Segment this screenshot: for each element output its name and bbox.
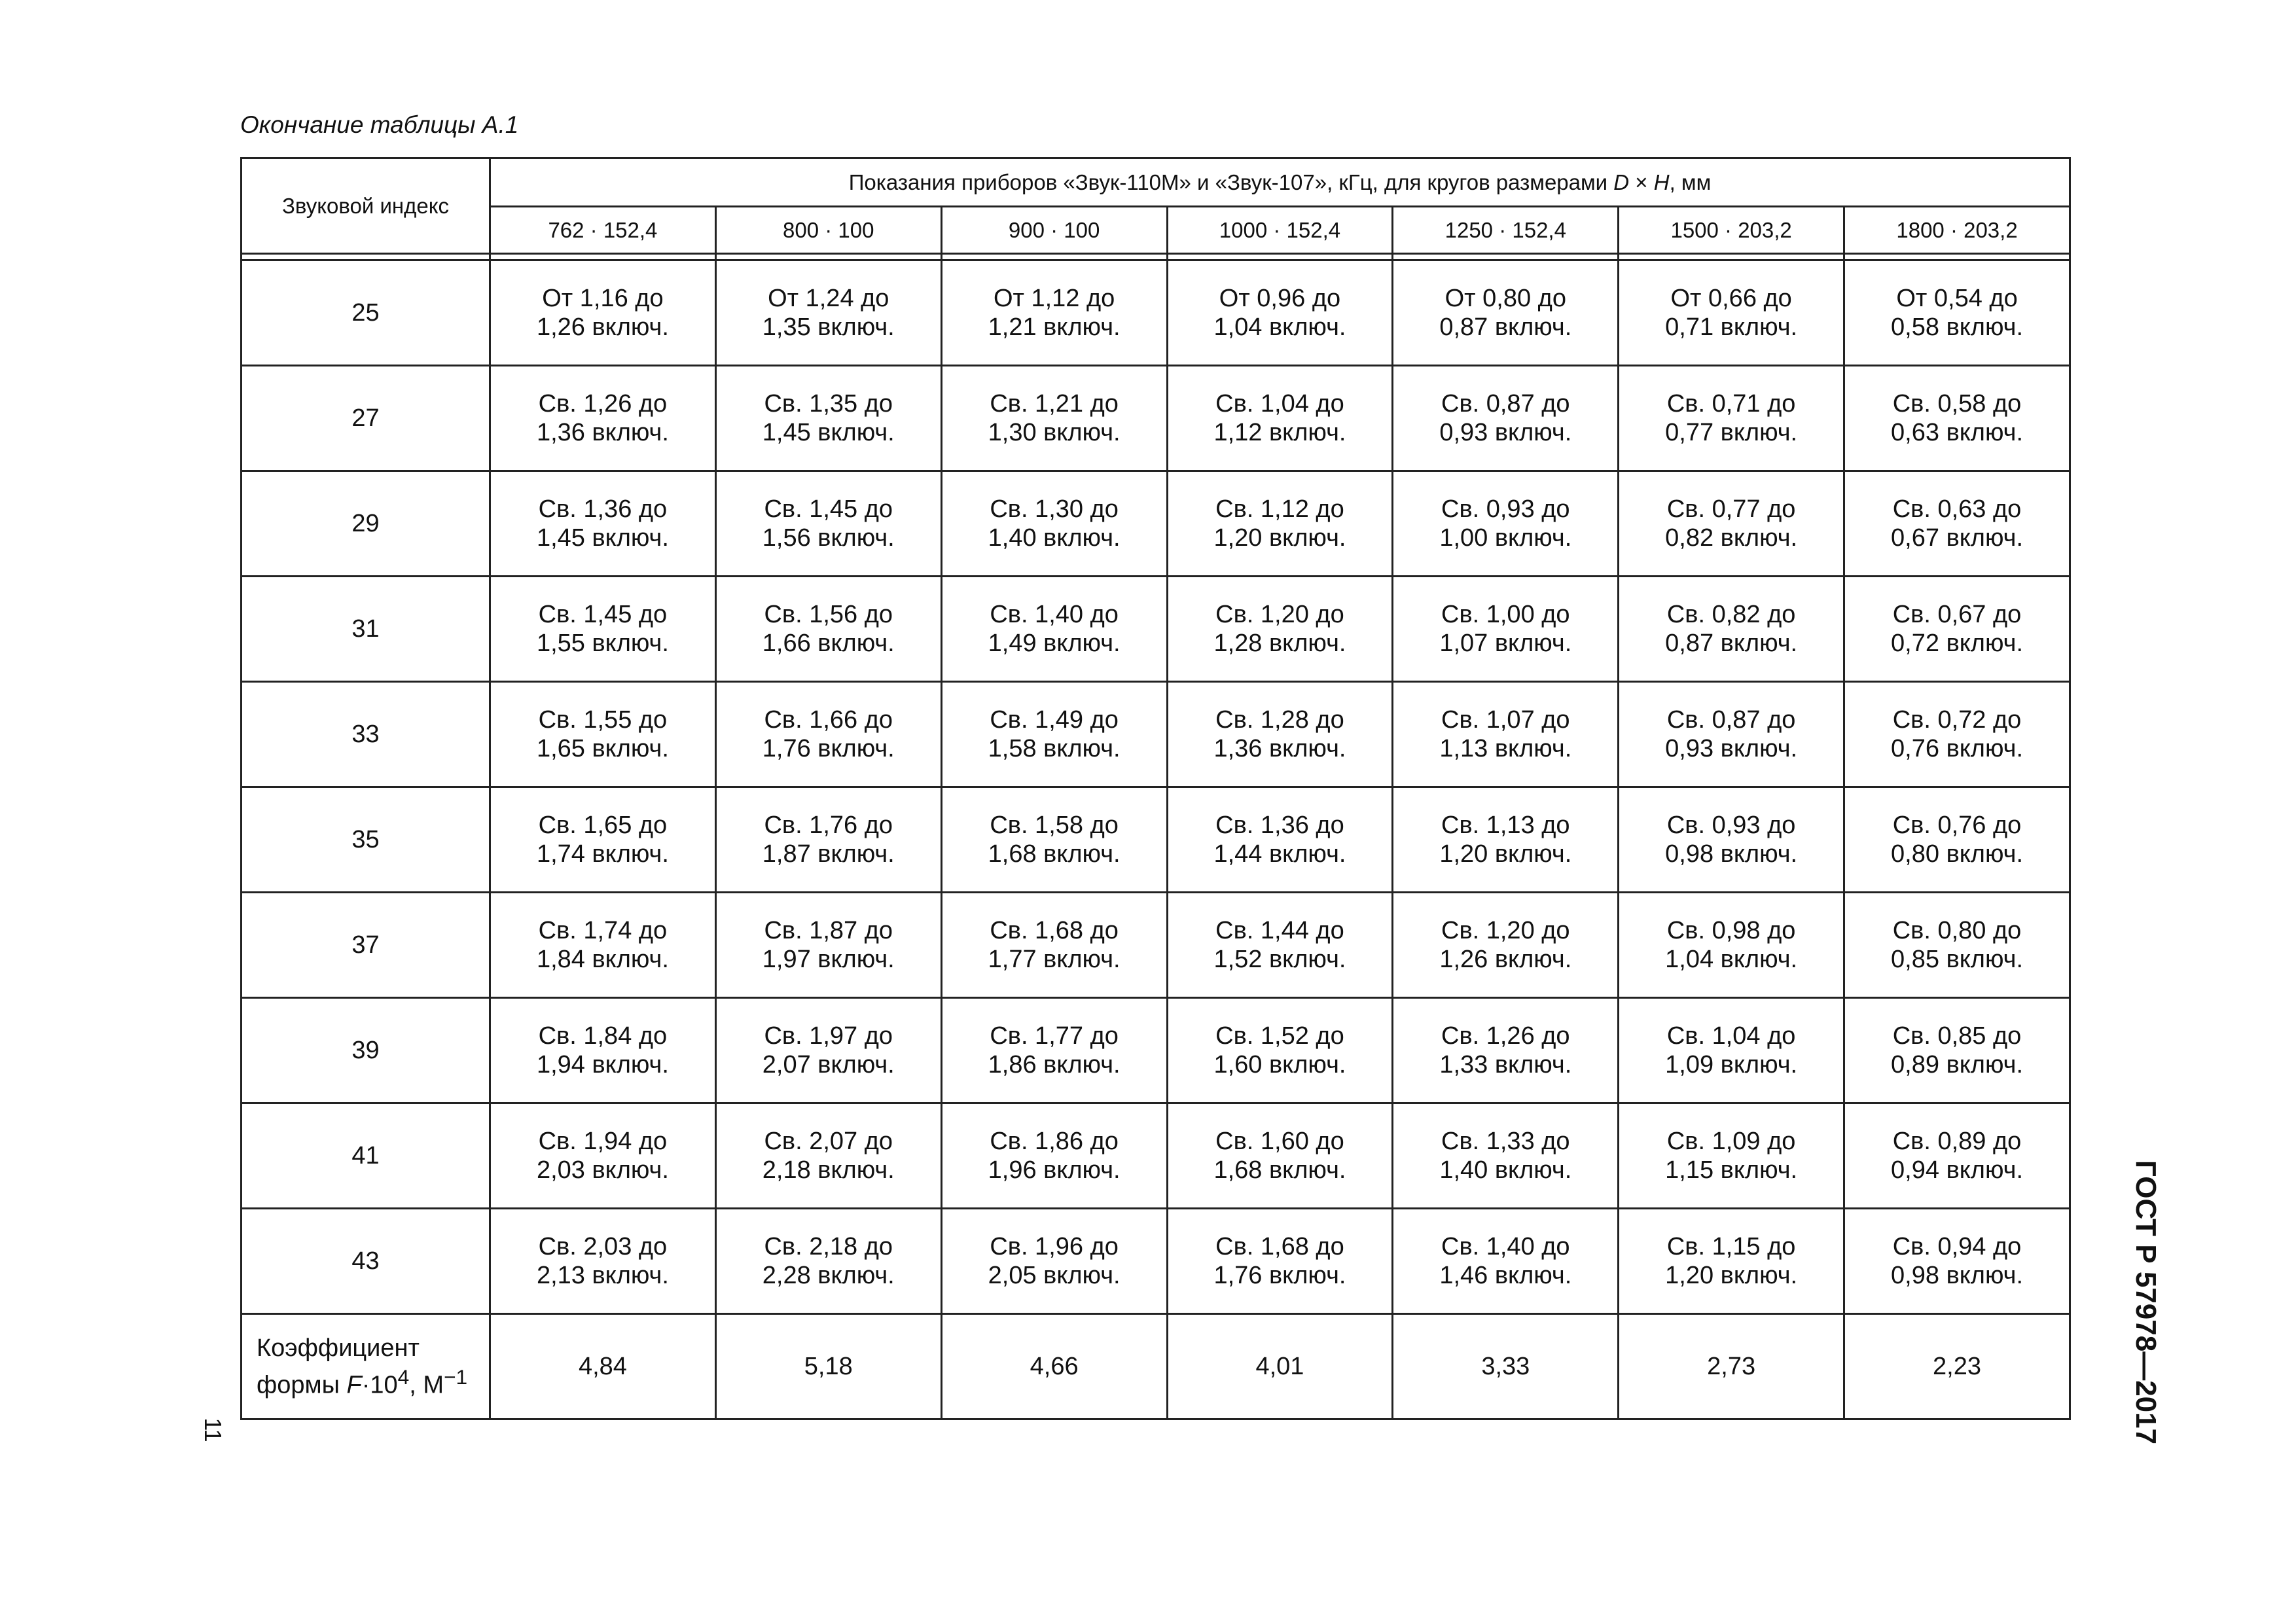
- reading-range-cell: [941, 577, 1167, 682]
- group-header: Показания приборов «Звук-110М» и «Звук-107», кГц, для кругов размерами D × H, мм: [490, 158, 2070, 207]
- range-to: 1,07 включ.: [1439, 630, 1572, 657]
- range-to: 0,58 включ.: [1891, 313, 2023, 341]
- reading-range-cell: [715, 471, 941, 577]
- reading-range-cell: [1393, 893, 1619, 998]
- table-row: [242, 1209, 2070, 1314]
- reading-range-cell: [1167, 260, 1393, 366]
- range-from: От 0,66 до: [1670, 285, 1792, 312]
- page-number: 11: [200, 1418, 226, 1442]
- range-to: 1,60 включ.: [1213, 1051, 1346, 1079]
- range-to: 1,26 включ.: [536, 313, 669, 341]
- range-to: 1,12 включ.: [1213, 419, 1346, 446]
- reading-range-cell: [1167, 682, 1393, 787]
- reading-range-cell: [1393, 998, 1619, 1103]
- range-to: 1,21 включ.: [988, 313, 1121, 341]
- range-to: 0,98 включ.: [1891, 1262, 2023, 1289]
- column-header: 1000 · 152,4: [1167, 207, 1393, 254]
- range-from: Св. 0,71 до: [1666, 390, 1796, 418]
- range-to: 1,20 включ.: [1665, 1262, 1798, 1289]
- range-to: 1,76 включ.: [1213, 1262, 1346, 1289]
- reading-range-cell: [490, 1209, 716, 1314]
- column-header: 900 · 100: [941, 207, 1167, 254]
- range-from: Св. 1,68 до: [1215, 1233, 1344, 1260]
- reading-range-cell: [1844, 1103, 2070, 1209]
- range-from: Св. 0,87 до: [1666, 706, 1796, 734]
- range-to: 0,94 включ.: [1891, 1156, 2023, 1184]
- range-from: Св. 1,12 до: [1215, 495, 1344, 523]
- range-to: 1,33 включ.: [1439, 1051, 1572, 1079]
- reading-range-cell: [490, 1103, 716, 1209]
- shape-coefficient-label: Коэффициент формы $F\cdot 10^4$, $М^{-1}$: [242, 1314, 490, 1419]
- header-separator: [242, 254, 2070, 260]
- range-from: От 0,80 до: [1444, 285, 1566, 312]
- reading-range-cell: [1844, 471, 2070, 577]
- sound-index-cell: 35: [242, 787, 490, 893]
- column-header: 800 · 100: [715, 207, 941, 254]
- range-to: 2,03 включ.: [536, 1156, 669, 1184]
- range-from: Св. 1,45 до: [764, 495, 893, 523]
- range-to: 2,07 включ.: [762, 1051, 895, 1079]
- reading-range-cell: [715, 893, 941, 998]
- range-to: 1,20 включ.: [1213, 524, 1346, 552]
- range-to: 1,66 включ.: [762, 630, 895, 657]
- reading-range-cell: [1619, 366, 1844, 471]
- range-from: Св. 1,86 до: [990, 1128, 1119, 1155]
- range-from: Св. 1,28 до: [1215, 706, 1344, 734]
- sound-index-cell: 29: [242, 471, 490, 577]
- range-to: 1,13 включ.: [1439, 735, 1572, 762]
- shape-coefficient-value: 2,23: [1844, 1314, 2070, 1419]
- reading-range-cell: [941, 682, 1167, 787]
- range-from: Св. 1,20 до: [1215, 601, 1344, 628]
- table-row: [242, 1103, 2070, 1209]
- range-to: 1,84 включ.: [536, 946, 669, 973]
- range-to: 0,98 включ.: [1665, 840, 1798, 868]
- range-from: Св. 2,07 до: [764, 1128, 893, 1155]
- range-from: Св. 2,18 до: [764, 1233, 893, 1260]
- range-to: 1,28 включ.: [1213, 630, 1346, 657]
- reading-range-cell: [1393, 787, 1619, 893]
- range-from: Св. 1,65 до: [538, 812, 668, 839]
- range-from: От 1,12 до: [993, 285, 1115, 312]
- range-to: 1,00 включ.: [1439, 524, 1572, 552]
- range-to: 0,72 включ.: [1891, 630, 2023, 657]
- range-from: Св. 1,20 до: [1441, 917, 1570, 944]
- range-to: 1,09 включ.: [1665, 1051, 1798, 1079]
- reading-range-cell: [490, 260, 716, 366]
- sound-index-cell: 41: [242, 1103, 490, 1209]
- reading-range-cell: [1619, 682, 1844, 787]
- range-to: 0,80 включ.: [1891, 840, 2023, 868]
- range-from: Св. 0,85 до: [1892, 1022, 2022, 1050]
- reading-range-cell: [715, 682, 941, 787]
- table-row: [242, 471, 2070, 577]
- table-row: [242, 893, 2070, 998]
- reading-range-cell: [1844, 577, 2070, 682]
- range-from: Св. 0,67 до: [1892, 601, 2022, 628]
- table-row: [242, 682, 2070, 787]
- reading-range-cell: [490, 787, 716, 893]
- shape-coefficient-value: 5,18: [715, 1314, 941, 1419]
- range-from: Св. 1,40 до: [1441, 1233, 1570, 1260]
- reading-range-cell: [941, 1209, 1167, 1314]
- range-from: Св. 0,72 до: [1892, 706, 2022, 734]
- range-to: 2,28 включ.: [762, 1262, 895, 1289]
- sound-index-cell: 39: [242, 998, 490, 1103]
- range-from: Св. 1,56 до: [764, 601, 893, 628]
- range-from: Св. 1,13 до: [1441, 812, 1570, 839]
- range-to: 1,87 включ.: [762, 840, 895, 868]
- shape-coefficient-value: 4,66: [941, 1314, 1167, 1419]
- range-to: 1,35 включ.: [762, 313, 895, 341]
- range-from: Св. 1,36 до: [1215, 812, 1344, 839]
- shape-coefficient-value: 2,73: [1619, 1314, 1844, 1419]
- column-header: 1800 · 203,2: [1844, 207, 2070, 254]
- reading-range-cell: [1619, 1209, 1844, 1314]
- range-to: 1,45 включ.: [762, 419, 895, 446]
- reading-range-cell: [1167, 787, 1393, 893]
- range-from: Св. 1,36 до: [538, 495, 668, 523]
- reading-range-cell: [1167, 577, 1393, 682]
- range-from: От 1,16 до: [542, 285, 664, 312]
- range-from: Св. 1,60 до: [1215, 1128, 1344, 1155]
- range-from: Св. 1,49 до: [990, 706, 1119, 734]
- range-from: Св. 1,04 до: [1666, 1022, 1796, 1050]
- reading-range-cell: [1393, 471, 1619, 577]
- reading-range-cell: [1167, 1103, 1393, 1209]
- reading-range-cell: [490, 682, 716, 787]
- reading-range-cell: [1619, 260, 1844, 366]
- range-from: Св. 1,77 до: [990, 1022, 1119, 1050]
- range-to: 0,76 включ.: [1891, 735, 2023, 762]
- reading-range-cell: [941, 893, 1167, 998]
- range-from: Св. 1,58 до: [990, 812, 1119, 839]
- sound-index-cell: 43: [242, 1209, 490, 1314]
- range-from: Св. 1,15 до: [1666, 1233, 1796, 1260]
- range-to: 1,15 включ.: [1665, 1156, 1798, 1184]
- reading-range-cell: [1844, 682, 2070, 787]
- reading-range-cell: [941, 366, 1167, 471]
- reading-range-cell: [490, 471, 716, 577]
- shape-coefficient-value: 4,01: [1167, 1314, 1393, 1419]
- range-from: От 1,24 до: [768, 285, 889, 312]
- column-header: 1500 · 203,2: [1619, 207, 1844, 254]
- range-from: Св. 1,40 до: [990, 601, 1119, 628]
- reading-range-cell: [1167, 998, 1393, 1103]
- reading-range-cell: [490, 998, 716, 1103]
- reading-range-cell: [941, 998, 1167, 1103]
- range-to: 0,93 включ.: [1665, 735, 1798, 762]
- range-from: Св. 1,94 до: [538, 1128, 668, 1155]
- reading-range-cell: [1167, 893, 1393, 998]
- range-to: 0,67 включ.: [1891, 524, 2023, 552]
- range-to: 1,04 включ.: [1665, 946, 1798, 973]
- reading-range-cell: [1167, 1209, 1393, 1314]
- range-to: 1,26 включ.: [1439, 946, 1572, 973]
- range-from: Св. 0,89 до: [1892, 1128, 2022, 1155]
- range-from: Св. 2,03 до: [538, 1233, 668, 1260]
- range-to: 0,82 включ.: [1665, 524, 1798, 552]
- range-from: Св. 0,58 до: [1892, 390, 2022, 418]
- range-from: Св. 1,09 до: [1666, 1128, 1796, 1155]
- range-from: Св. 1,26 до: [1441, 1022, 1570, 1050]
- reading-range-cell: [1393, 577, 1619, 682]
- range-from: Св. 1,87 до: [764, 917, 893, 944]
- reading-range-cell: [1619, 1103, 1844, 1209]
- reading-range-cell: [715, 260, 941, 366]
- reading-range-cell: [1844, 1209, 2070, 1314]
- reading-range-cell: [1393, 682, 1619, 787]
- table-row: [242, 787, 2070, 893]
- reading-range-cell: [1167, 471, 1393, 577]
- range-from: Св. 0,76 до: [1892, 812, 2022, 839]
- range-from: Св. 0,94 до: [1892, 1233, 2022, 1260]
- range-to: 1,96 включ.: [988, 1156, 1121, 1184]
- range-to: 0,71 включ.: [1665, 313, 1798, 341]
- reading-range-cell: [1167, 366, 1393, 471]
- column-header: 1250 · 152,4: [1393, 207, 1619, 254]
- reading-range-cell: [715, 1103, 941, 1209]
- index-header: Звуковой индекс: [242, 158, 490, 254]
- range-from: Св. 1,68 до: [990, 917, 1119, 944]
- range-to: 1,58 включ.: [988, 735, 1121, 762]
- shape-coefficient-value: 3,33: [1393, 1314, 1619, 1419]
- range-to: 0,87 включ.: [1665, 630, 1798, 657]
- range-from: Св. 1,84 до: [538, 1022, 668, 1050]
- range-to: 1,97 включ.: [762, 946, 895, 973]
- range-to: 0,63 включ.: [1891, 419, 2023, 446]
- range-to: 1,55 включ.: [536, 630, 669, 657]
- document-code: ГОСТ Р 57978—2017: [2130, 1160, 2162, 1445]
- range-from: Св. 1,30 до: [990, 495, 1119, 523]
- range-from: Св. 0,98 до: [1666, 917, 1796, 944]
- reading-range-cell: [1393, 260, 1619, 366]
- range-from: Св. 0,93 до: [1666, 812, 1796, 839]
- reading-range-cell: [1844, 260, 2070, 366]
- table-row: [242, 577, 2070, 682]
- range-to: 2,05 включ.: [988, 1262, 1121, 1289]
- reading-range-cell: [941, 1103, 1167, 1209]
- range-from: Св. 1,96 до: [990, 1233, 1119, 1260]
- range-from: Св. 1,04 до: [1215, 390, 1344, 418]
- range-to: 1,65 включ.: [536, 735, 669, 762]
- sound-index-cell: 37: [242, 893, 490, 998]
- range-to: 1,52 включ.: [1213, 946, 1346, 973]
- shape-coefficient-value: 4,84: [490, 1314, 716, 1419]
- range-to: 1,20 включ.: [1439, 840, 1572, 868]
- range-to: 1,44 включ.: [1213, 840, 1346, 868]
- range-to: 0,93 включ.: [1439, 419, 1572, 446]
- range-from: Св. 0,63 до: [1892, 495, 2022, 523]
- table-row: [242, 366, 2070, 471]
- table-row: [242, 260, 2070, 366]
- range-from: Св. 1,55 до: [538, 706, 668, 734]
- range-to: 1,04 включ.: [1213, 313, 1346, 341]
- range-from: Св. 1,76 до: [764, 812, 893, 839]
- range-from: Св. 1,74 до: [538, 917, 668, 944]
- range-from: Св. 0,87 до: [1441, 390, 1570, 418]
- reading-range-cell: [1619, 471, 1844, 577]
- reading-range-cell: [941, 471, 1167, 577]
- table-caption: Окончание таблицы А.1: [240, 111, 519, 138]
- range-to: 1,86 включ.: [988, 1051, 1121, 1079]
- range-from: От 0,96 до: [1219, 285, 1341, 312]
- sound-index-cell: 33: [242, 682, 490, 787]
- range-to: 1,68 включ.: [1213, 1156, 1346, 1184]
- reading-range-cell: [715, 577, 941, 682]
- range-from: Св. 1,00 до: [1441, 601, 1570, 628]
- reading-range-cell: [1619, 893, 1844, 998]
- reading-range-cell: [1844, 366, 2070, 471]
- range-to: 1,68 включ.: [988, 840, 1121, 868]
- range-from: Св. 0,80 до: [1892, 917, 2022, 944]
- range-from: Св. 0,93 до: [1441, 495, 1570, 523]
- range-from: Св. 1,33 до: [1441, 1128, 1570, 1155]
- reading-range-cell: [941, 787, 1167, 893]
- reading-range-cell: [1619, 787, 1844, 893]
- column-header: 762 · 152,4: [490, 207, 716, 254]
- range-to: 1,77 включ.: [988, 946, 1121, 973]
- range-to: 1,76 включ.: [762, 735, 895, 762]
- range-to: 2,18 включ.: [762, 1156, 895, 1184]
- reading-range-cell: [941, 260, 1167, 366]
- reading-range-cell: [490, 366, 716, 471]
- range-from: Св. 1,45 до: [538, 601, 668, 628]
- range-to: 1,40 включ.: [988, 524, 1121, 552]
- range-to: 1,56 включ.: [762, 524, 895, 552]
- range-to: 1,49 включ.: [988, 630, 1121, 657]
- range-from: От 0,54 до: [1896, 285, 2018, 312]
- reading-range-cell: [1844, 893, 2070, 998]
- range-from: Св. 1,44 до: [1215, 917, 1344, 944]
- table-row: [242, 998, 2070, 1103]
- reading-range-cell: [1619, 577, 1844, 682]
- sound-index-cell: 31: [242, 577, 490, 682]
- reading-range-cell: [715, 998, 941, 1103]
- range-to: 0,77 включ.: [1665, 419, 1798, 446]
- range-from: Св. 1,35 до: [764, 390, 893, 418]
- range-from: Св. 1,26 до: [538, 390, 668, 418]
- sound-index-cell: 25: [242, 260, 490, 366]
- range-from: Св. 0,82 до: [1666, 601, 1796, 628]
- reading-range-cell: [1393, 366, 1619, 471]
- range-to: 0,85 включ.: [1891, 946, 2023, 973]
- range-from: Св. 1,21 до: [990, 390, 1119, 418]
- range-to: 1,36 включ.: [1213, 735, 1346, 762]
- range-to: 1,94 включ.: [536, 1051, 669, 1079]
- data-table: [240, 157, 2071, 1420]
- range-to: 1,40 включ.: [1439, 1156, 1572, 1184]
- reading-range-cell: [490, 893, 716, 998]
- range-from: Св. 1,07 до: [1441, 706, 1570, 734]
- range-from: Св. 0,77 до: [1666, 495, 1796, 523]
- range-to: 2,13 включ.: [536, 1262, 669, 1289]
- reading-range-cell: [715, 787, 941, 893]
- range-from: Св. 1,52 до: [1215, 1022, 1344, 1050]
- range-to: 0,89 включ.: [1891, 1051, 2023, 1079]
- range-from: Св. 1,97 до: [764, 1022, 893, 1050]
- range-from: Св. 1,66 до: [764, 706, 893, 734]
- reading-range-cell: [490, 577, 716, 682]
- reading-range-cell: [1393, 1209, 1619, 1314]
- range-to: 1,45 включ.: [536, 524, 669, 552]
- sound-index-cell: 27: [242, 366, 490, 471]
- range-to: 0,87 включ.: [1439, 313, 1572, 341]
- reading-range-cell: [1619, 998, 1844, 1103]
- shape-coefficient-row: [242, 1314, 2070, 1419]
- reading-range-cell: [715, 1209, 941, 1314]
- range-to: 1,74 включ.: [536, 840, 669, 868]
- reading-range-cell: [1844, 998, 2070, 1103]
- reading-range-cell: [1393, 1103, 1619, 1209]
- reading-range-cell: [715, 366, 941, 471]
- range-to: 1,46 включ.: [1439, 1262, 1572, 1289]
- range-to: 1,30 включ.: [988, 419, 1121, 446]
- reading-range-cell: [1844, 787, 2070, 893]
- range-to: 1,36 включ.: [536, 419, 669, 446]
